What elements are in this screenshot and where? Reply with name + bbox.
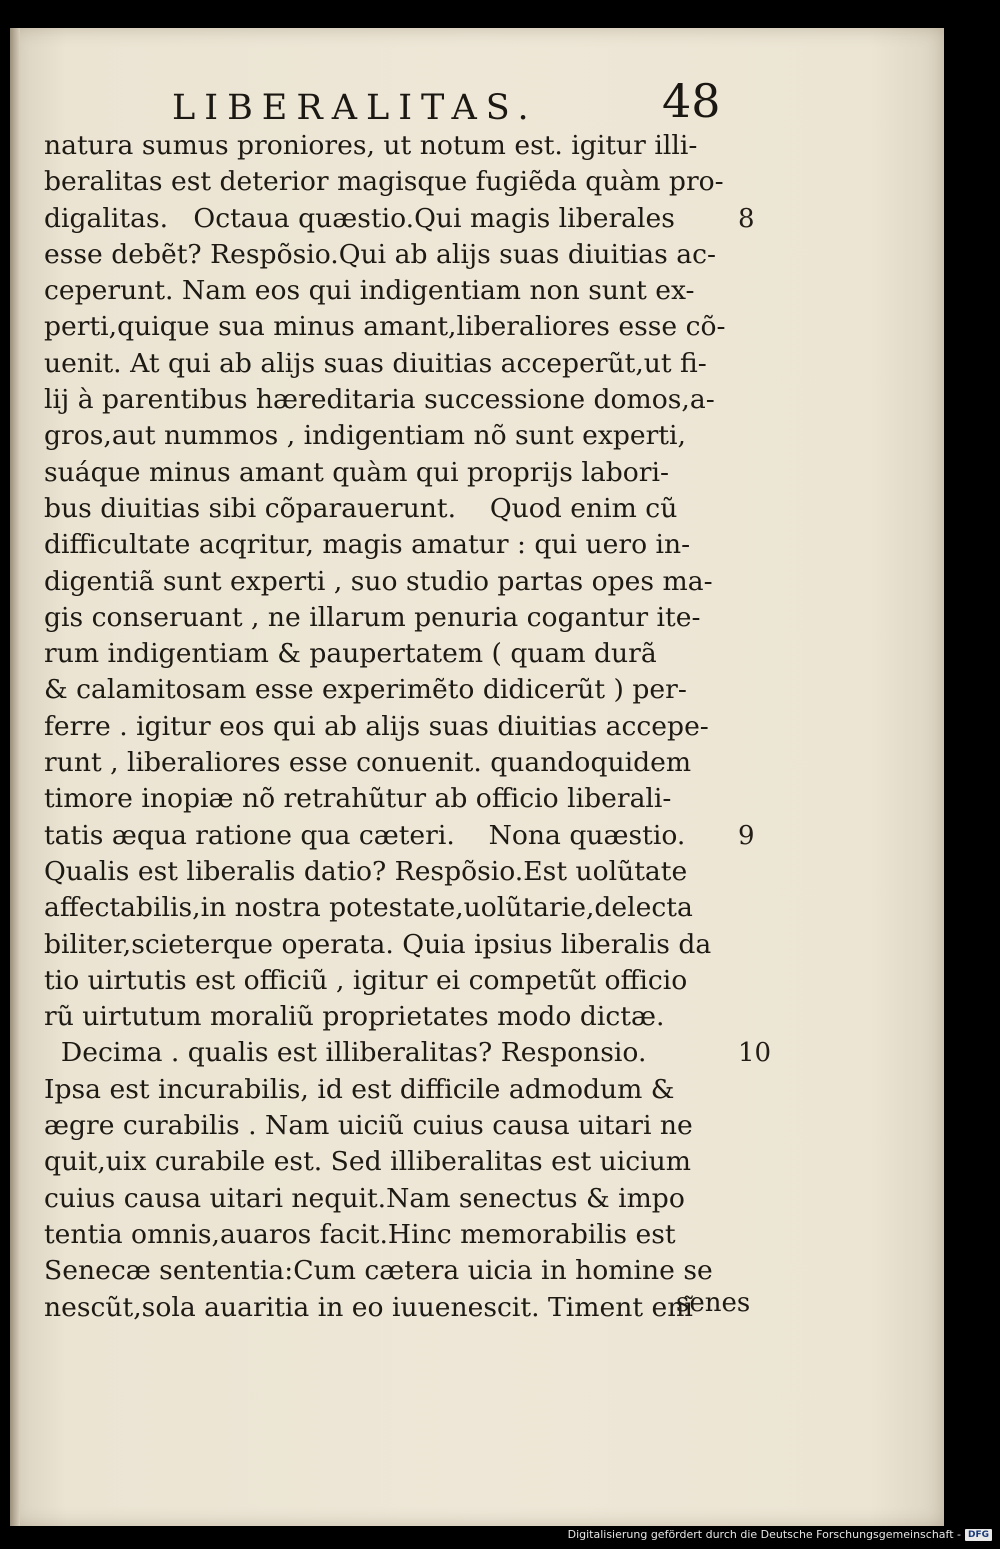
text-line — [20, 1181, 780, 1217]
text-line — [20, 709, 780, 745]
text-line — [20, 164, 780, 200]
text-line-content: cuius causa uitari nequit.Nam senectus & impo — [44, 1182, 685, 1214]
text-line-content: ceperunt. Nam eos qui indigentiam non sunt ex- — [44, 275, 695, 307]
text-line-content: runt , liberaliores esse conuenit. quandoquidem — [44, 747, 692, 779]
margin-number: 8 — [738, 203, 755, 234]
text-line-content: gros,aut nummos , indigentiam nõ sunt experti, — [44, 420, 686, 452]
text-line — [20, 1144, 780, 1180]
text-line — [20, 564, 780, 600]
text-line — [20, 963, 780, 999]
text-line-content: uenit. At qui ab alijs suas diuitias acceperũt,ut fi- — [44, 347, 707, 379]
text-line-content: bus diuitias sibi cõparauerunt. Quod enim cũ — [44, 492, 678, 524]
text-line — [20, 1035, 780, 1071]
text-line-content: quit,uix curabile est. Sed illiberalitas est uicium — [44, 1146, 692, 1178]
text-line — [20, 1290, 780, 1326]
running-title: LIBERALITAS. — [172, 88, 538, 128]
text-line-content: Senecæ sententia:Cum cætera uicia in homine se — [44, 1255, 713, 1287]
dfg-logo: DFG — [965, 1529, 992, 1541]
text-line-content: difficultate acqritur, magis amatur : qui uero in- — [44, 529, 691, 561]
page-spine-edge — [10, 28, 20, 1526]
text-line-content: digalitas. Octaua quæstio.Qui magis liberales — [44, 202, 675, 234]
text-line-content: gis conseruant , ne illarum penuria cogantur ite- — [44, 601, 701, 633]
text-line — [20, 1217, 780, 1253]
text-line-content: natura sumus proniores, ut notum est. igitur illi- — [44, 130, 698, 161]
text-line — [20, 237, 780, 273]
text-line-content: affectabilis,in nostra potestate,uolũtarie,delecta — [44, 892, 693, 924]
footer-credit — [568, 1528, 992, 1541]
text-line-content: digentiã sunt experti , suo studio partas opes ma- — [44, 565, 713, 597]
text-line-content: lij à parentibus hæreditaria successione domos,a- — [44, 384, 715, 416]
text-line — [20, 854, 780, 890]
text-line — [20, 346, 780, 382]
margin-number: 10 — [738, 1038, 772, 1069]
text-line-content: ægre curabilis . Nam uiciũ cuius causa uitari ne — [44, 1110, 693, 1142]
text-line-content: esse debẽt? Respõsio.Qui ab alijs suas diuitias ac- — [44, 238, 716, 270]
text-line-content: Decima . qualis est illiberalitas? Responsio. — [44, 1037, 647, 1069]
text-line-content: rũ uirtutum moraliũ proprietates modo dictæ. — [44, 1001, 665, 1033]
text-line — [20, 999, 780, 1035]
text-line-content: timore inopiæ nõ retrahũtur ab officio liberali- — [44, 783, 672, 815]
text-line — [20, 890, 780, 926]
text-line — [20, 636, 780, 672]
text-line-content: nescũt,sola auaritia in eo iuuenescit. Timent enĩ — [44, 1291, 693, 1323]
text-line-content: Ipsa est incurabilis, id est difficile admodum & — [44, 1073, 675, 1105]
text-line-content: & calamitosam esse experimẽto didicerũt ) per- — [44, 674, 687, 706]
text-line-content: tio uirtutis est officiũ , igitur ei competũt officio — [44, 964, 688, 996]
text-line-content: tentia omnis,auaros facit.Hinc memorabilis est — [44, 1218, 676, 1250]
text-line — [20, 418, 780, 454]
text-line-content: beralitas est deterior magisque fugiẽda quàm pro- — [44, 166, 724, 198]
text-line — [20, 382, 780, 418]
text-line — [20, 1253, 780, 1289]
body-text — [20, 128, 780, 1326]
text-line-content: suáque minus amant quàm qui proprijs labori- — [44, 456, 669, 488]
text-line — [20, 527, 780, 563]
footer-credit-text: Digitalisierung gefördert durch die Deutsche Forschungsgemeinschaft - — [567, 1528, 961, 1541]
text-line — [20, 128, 780, 164]
text-line — [20, 491, 780, 527]
page-number: 48 — [662, 74, 721, 128]
text-line-content: Qualis est liberalis datio? Respõsio.Est uolũtate — [44, 855, 688, 887]
text-line — [20, 309, 780, 345]
text-line — [20, 273, 780, 309]
margin-number: 9 — [738, 820, 755, 851]
text-line — [20, 455, 780, 491]
text-line — [20, 201, 780, 237]
text-line-content: tatis æqua ratione qua cæteri. Nona quæstio. — [44, 819, 686, 851]
text-line-content: perti,quique sua minus amant,liberaliores esse cõ- — [44, 311, 726, 343]
text-line-content: ferre . igitur eos qui ab alijs suas diuitias accepe- — [44, 710, 709, 742]
text-line — [20, 745, 780, 781]
text-line — [20, 818, 780, 854]
text-line — [20, 781, 780, 817]
text-line — [20, 672, 780, 708]
text-line — [20, 1072, 780, 1108]
catchword: senes — [676, 1288, 751, 1318]
text-line — [20, 600, 780, 636]
text-line-content: biliter,scieterque operata. Quia ipsius liberalis da — [44, 928, 712, 960]
text-line-content: rum indigentiam & paupertatem ( quam durã — [44, 638, 657, 670]
text-line — [20, 927, 780, 963]
text-line — [20, 1108, 780, 1144]
